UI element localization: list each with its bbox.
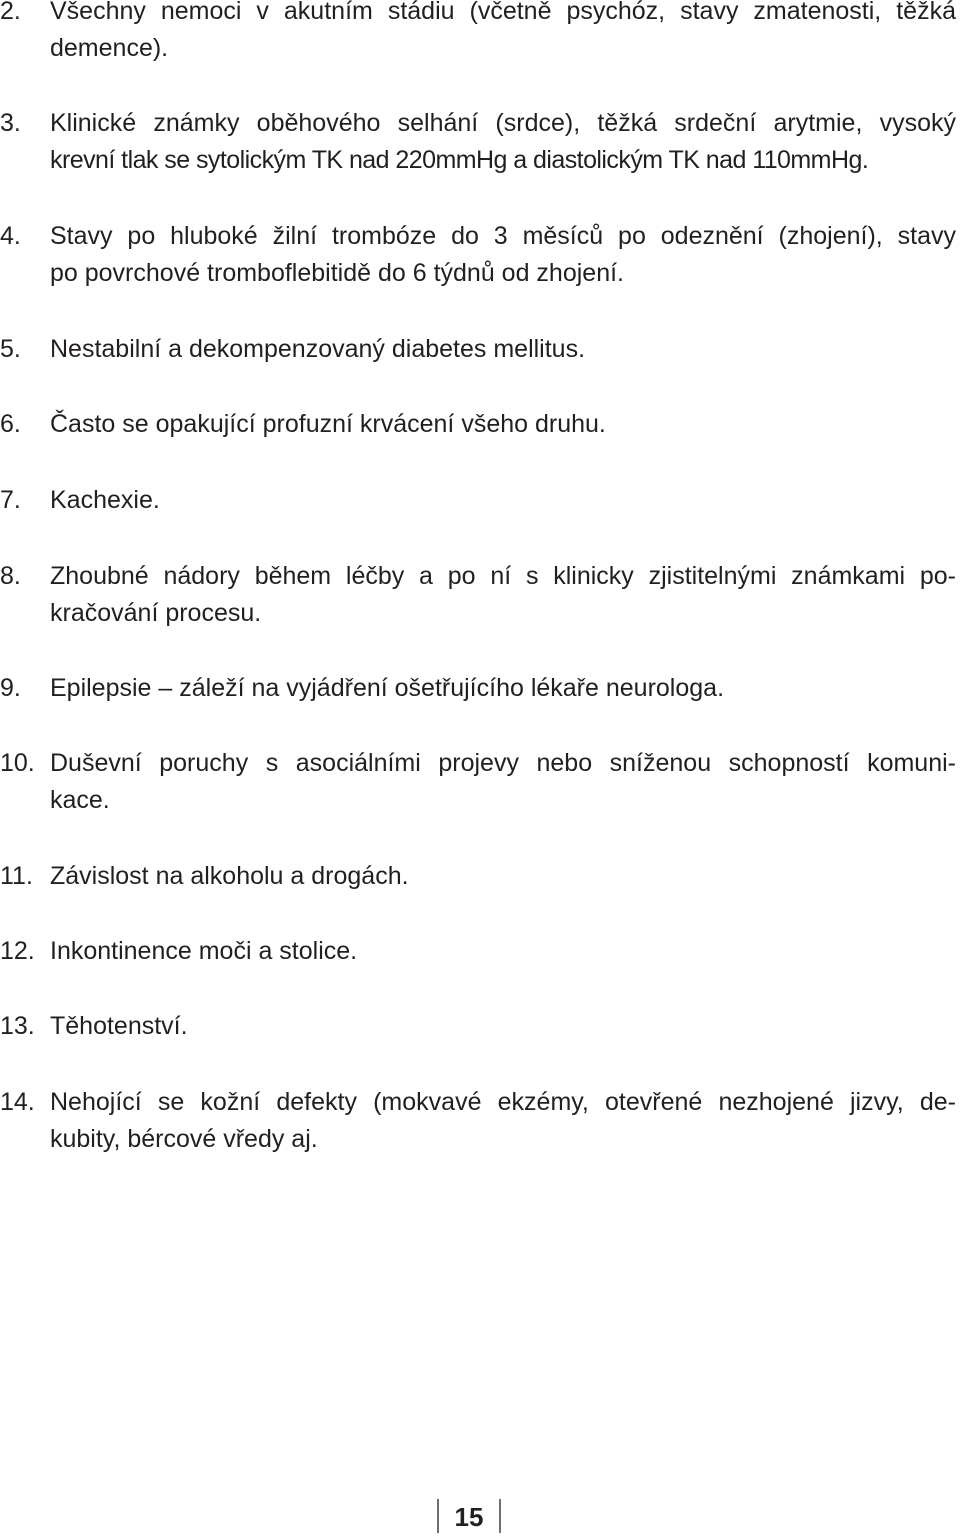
list-item-text-line: Kachexie.: [50, 486, 160, 514]
footer-divider-left: [437, 1499, 439, 1533]
list-item-number: 4.: [0, 222, 21, 250]
list-item-number: 11.: [0, 862, 33, 890]
list-item-text-line: Všechny nemoci v akutním stádiu (včetně psychóz, stavy zmatenosti, těžká: [50, 0, 956, 25]
list-item-text-line: Těhotenství.: [50, 1012, 188, 1040]
list-item-text-line: Často se opakující profuzní krvácení všeho druhu.: [50, 410, 606, 438]
list-item-text-line: krevní tlak se sytolickým TK nad 220mmHg a diastolickým TK nad 110mmHg.: [50, 146, 869, 174]
page-footer: [0, 1497, 960, 1537]
list-item-text-line: Epilepsie – záleží na vyjádření ošetřujícího lékaře neurologa.: [50, 674, 725, 702]
list-item-text-line: kace.: [50, 786, 110, 814]
list-item-text-line: Stavy po hluboké žilní trombóze do 3 měsíců po odeznění (zhojení), stavy: [50, 222, 956, 250]
list-item-number: 6.: [0, 410, 21, 438]
list-item-number: 5.: [0, 335, 21, 363]
list-item-text-line: Závislost na alkoholu a drogách.: [50, 862, 409, 890]
page-number: 15: [454, 1502, 484, 1532]
list-item-number: 9.: [0, 674, 21, 702]
list-item-text-line: Duševní poruchy s asociálními projevy nebo sníženou schopností komuni-: [50, 749, 956, 777]
list-item-number: 7.: [0, 486, 21, 514]
list-item-text-line: Inkontinence moči a stolice.: [50, 937, 358, 965]
list-item-text-line: kubity, bércové vředy aj.: [50, 1125, 318, 1153]
list-item-number: 14.: [0, 1088, 35, 1116]
list-item-number: 2.: [0, 0, 21, 25]
list-item-text-line: po povrchové tromboflebitidě do 6 týdnů od zhojení.: [50, 259, 624, 287]
list-item-text-line: Klinické známky oběhového selhání (srdce), těžká srdeční arytmie, vysoký: [50, 109, 956, 137]
list-item-text-line: kračování procesu.: [50, 599, 262, 627]
list-item-number: 3.: [0, 109, 21, 137]
list-item-text-line: Zhoubné nádory během léčby a po ní s klinicky zjistitelnými známkami po-: [50, 562, 956, 590]
list-item-number: 10.: [0, 749, 35, 777]
list-item-text-line: Nestabilní a dekompenzovaný diabetes mellitus.: [50, 335, 586, 363]
footer-divider-right: [499, 1499, 501, 1533]
list-item-number: 13.: [0, 1012, 35, 1040]
list-item-text-line: demence).: [50, 34, 169, 62]
list-item-text-line: Nehojící se kožní defekty (mokvavé ekzémy, otevřené nezhojené jizvy, de-: [50, 1088, 956, 1116]
list-item-number: 8.: [0, 562, 21, 590]
list-item-number: 12.: [0, 937, 35, 965]
